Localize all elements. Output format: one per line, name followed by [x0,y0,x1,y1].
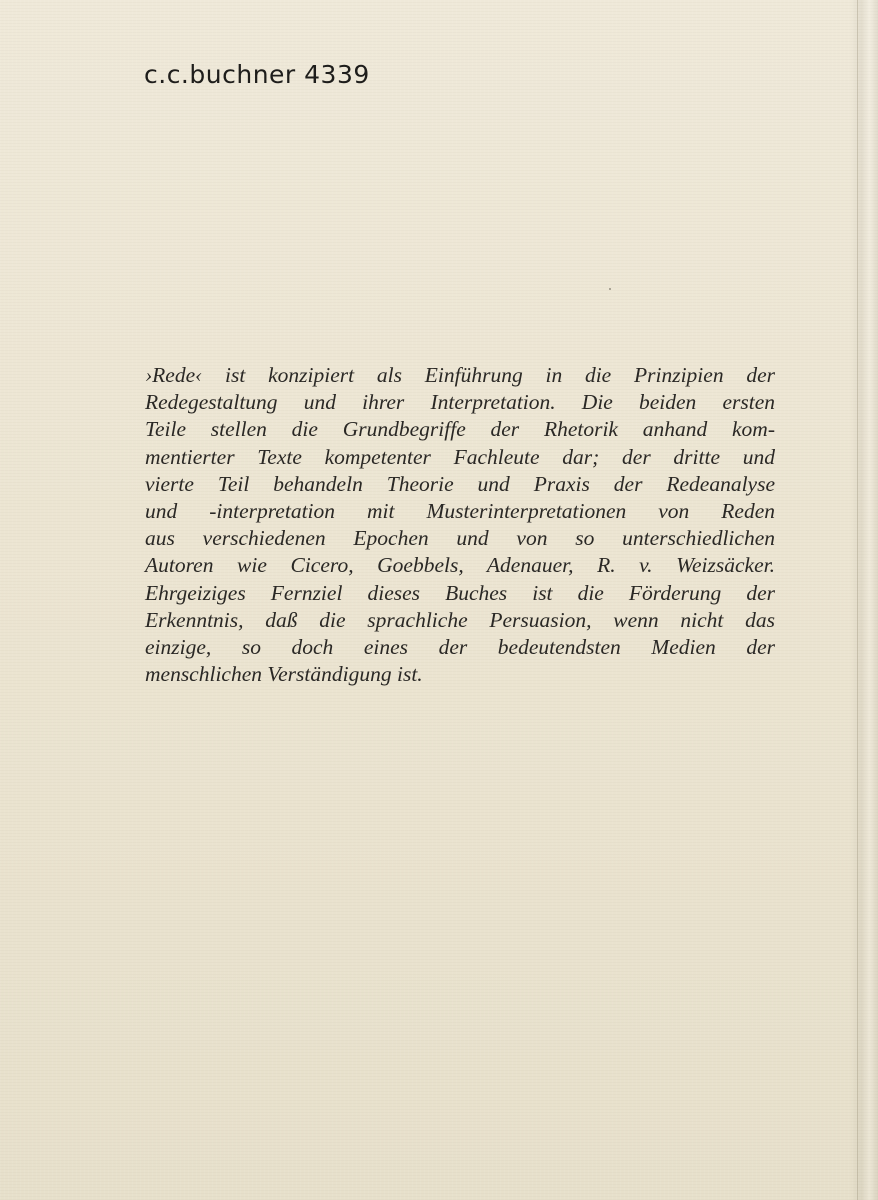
blurb-line: einzige, so doch eines der bedeutendsten Medien der [145,635,775,660]
cover-edge-shadow [850,0,878,1200]
blurb-line: und -interpretation mit Musterinterpretationen von Reden [145,499,775,524]
blurb-line: ›Rede‹ ist konzipiert als Einführung in die Prinzipien der [145,363,775,387]
blurb-line: aus verschiedenen Epochen und von so unterschiedlichen [145,526,775,551]
blurb-line: mentierter Texte kompetenter Fachleute dar; der dritte und [145,444,775,469]
blurb-line: menschlichen Verständigung ist. [145,662,423,687]
paper-speck [609,288,611,290]
cover-edge-line [857,0,858,1200]
blurb-text [145,362,775,688]
blurb-line: Redegestaltung und ihrer Interpretation. Die beiden ersten [145,390,775,415]
blurb-line: vierte Teil behandeln Theorie und Praxis der Redeanalyse [145,471,775,496]
blurb-line: Erkenntnis, daß die sprachliche Persuasion, wenn nicht das [145,607,775,632]
blurb-line: Autoren wie Cicero, Goebbels, Adenauer, R. v. Weizsäcker. [145,553,775,578]
blurb-line: Teile stellen die Grundbegriffe der Rhetorik anhand kom- [145,417,775,442]
publisher-mark: c.c.buchner 4339 [144,60,370,89]
blurb-line: Ehrgeiziges Fernziel dieses Buches ist die Förderung der [145,580,775,605]
